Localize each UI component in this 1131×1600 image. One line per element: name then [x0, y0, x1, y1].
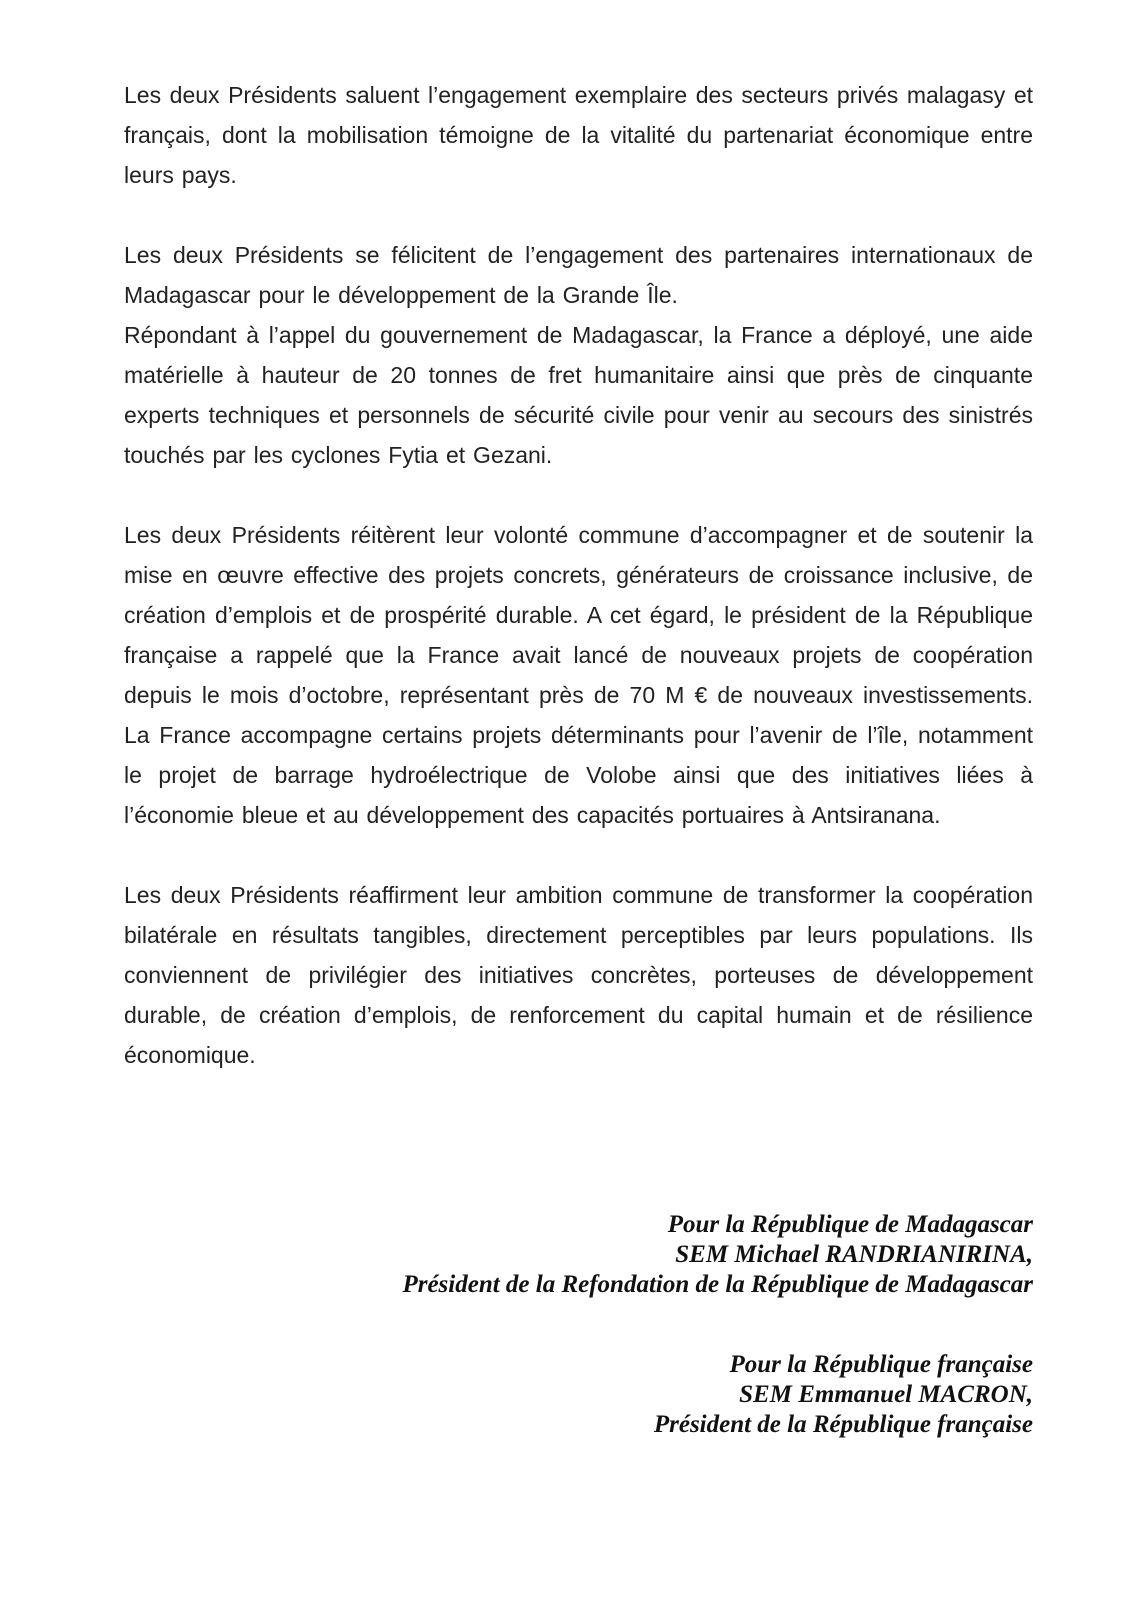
paragraph-private-sector: Les deux Présidents saluent l’engagement exemplaire des secteurs privés malagasy et français, dont la mobilisation témoigne de la vitalité du partenariat économique entre leurs pays.	[124, 82, 1033, 188]
paragraph-international-partners: Les deux Présidents se félicitent de l’engagement des partenaires internationaux de Madagascar pour le développement de la Grande Île.	[124, 242, 1033, 308]
signature-for-line-france: Pour la République française	[729, 1351, 1033, 1378]
paragraph-humanitarian-aid: Répondant à l’appel du gouvernement de Madagascar, la France a déployé, une aide matérielle à hauteur de 20 tonnes de fret humanitaire ainsi que près de cinquante experts techniques et personnels de sécurité civile pour venir au secours des sinistrés touchés par les cyclones Fytia et Gezani.	[124, 322, 1033, 468]
signature-title-line-france: Président de la République française	[653, 1411, 1033, 1438]
paragraph-cooperation-projects: Les deux Présidents réitèrent leur volonté commune d’accompagner et de soutenir la mise en œuvre effective des projets concrets, générateurs de croissance inclusive, de création d’emplois et de prospérité durable. A cet égard, le président de la République française a rappelé que la France avait lancé de nouveaux projets de coopération depuis le mois d’octobre, représentant près de 70 M € de nouveaux investissements. La France accompagne certains projets déterminants pour l’avenir de l’île, notamment le projet de barrage hydroélectrique de Volobe ainsi que des initiatives liées à l’économie bleue et au développement des capacités portuaires à Antsiranana.	[124, 522, 1033, 828]
document-body	[124, 75, 1033, 1075]
paragraph-bilateral-ambition: Les deux Présidents réaffirment leur ambition commune de transformer la coopération bilatérale en résultats tangibles, directement perceptibles par leurs populations. Ils conviennent de privilégier des initiatives concrètes, porteuses de développement durable, de création d’emplois, de renforcement du capital humain et de résilience économique.	[124, 882, 1033, 1068]
signature-for-line-madagascar: Pour la République de Madagascar	[667, 1211, 1033, 1238]
signature-block-france	[124, 1350, 1033, 1440]
signature-section	[124, 1210, 1033, 1440]
signature-name-line-madagascar: SEM Michael RANDRIANIRINA,	[675, 1241, 1033, 1268]
signature-title-line-madagascar: Président de la Refondation de la République de Madagascar	[402, 1271, 1033, 1298]
signature-block-madagascar	[124, 1210, 1033, 1300]
signature-name-line-france: SEM Emmanuel MACRON,	[739, 1381, 1033, 1408]
